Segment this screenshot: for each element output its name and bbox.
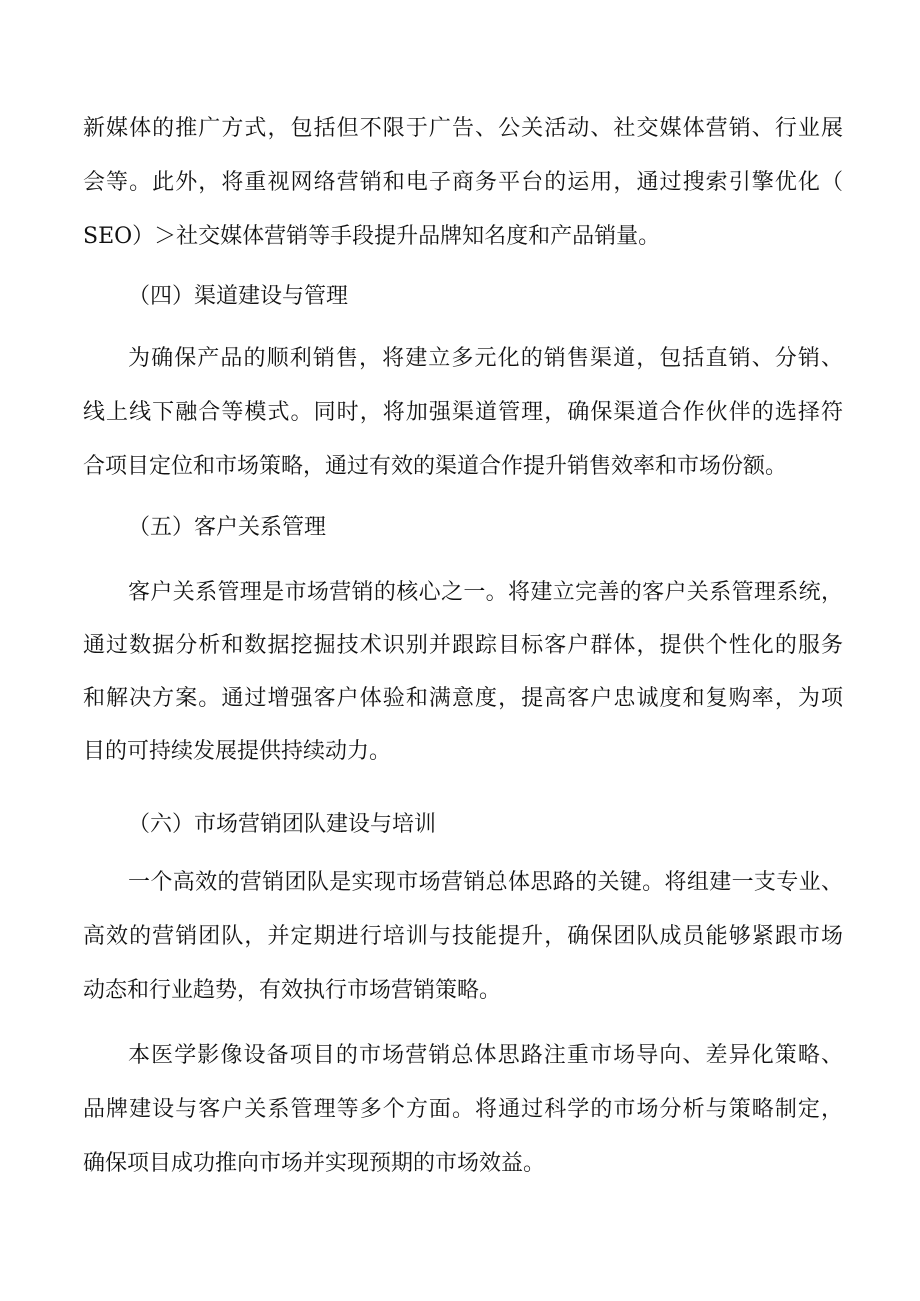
section-heading-customer-relationship: （五）客户关系管理 xyxy=(128,515,327,540)
section-heading-channel-management: （四）渠道建设与管理 xyxy=(128,284,349,309)
paragraph-line: 动态和行业趋势，有效执行市场营销策略。 xyxy=(83,978,502,1003)
paragraph-line: 和解决方案。通过增强客户体验和满意度，提高客户忠诚度和复购率，为项 xyxy=(83,686,843,711)
paragraph-line: SEO）＞社交媒体营销等手段提升品牌知名度和产品销量。 xyxy=(83,224,661,249)
paragraph-line: 通过数据分析和数据挖掘技术识别并跟踪目标客户群体，提供个性化的服务 xyxy=(83,633,843,658)
paragraph-line: 为确保产品的顺利销售，将建立多元化的销售渠道，包括直销、分销、 xyxy=(128,346,843,371)
paragraph-line: 品牌建设与客户关系管理等多个方面。将通过科学的市场分析与策略制定， xyxy=(83,1097,843,1122)
paragraph-line: 一个高效的营销团队是实现市场营销总体思路的关键。将组建一支专业、 xyxy=(128,870,843,895)
paragraph-line: 本医学影像设备项目的市场营销总体思路注重市场导向、差异化策略、 xyxy=(128,1043,843,1068)
paragraph-line: 合项目定位和市场策略，通过有效的渠道合作提升销售效率和市场份额。 xyxy=(83,454,788,479)
paragraph-line: 线上线下融合等模式。同时，将加强渠道管理，确保渠道合作伙伴的选择符 xyxy=(83,400,843,425)
paragraph-line: 新媒体的推广方式，包括但不限于广告、公关活动、社交媒体营销、行业展 xyxy=(83,116,843,141)
paragraph-line: 目的可持续发展提供持续动力。 xyxy=(83,739,392,764)
paragraph-line: 高效的营销团队，并定期进行培训与技能提升，确保团队成员能够紧跟市场 xyxy=(83,924,843,949)
paragraph-line: 确保项目成功推向市场并实现预期的市场效益。 xyxy=(83,1151,546,1176)
paragraph-line: 客户关系管理是市场营销的核心之一。将建立完善的客户关系管理系统， xyxy=(128,580,843,605)
section-heading-marketing-team: （六）市场营销团队建设与培训 xyxy=(128,812,437,837)
paragraph-line: 会等。此外，将重视网络营销和电子商务平台的运用，通过搜索引擎优化（ xyxy=(83,170,843,195)
